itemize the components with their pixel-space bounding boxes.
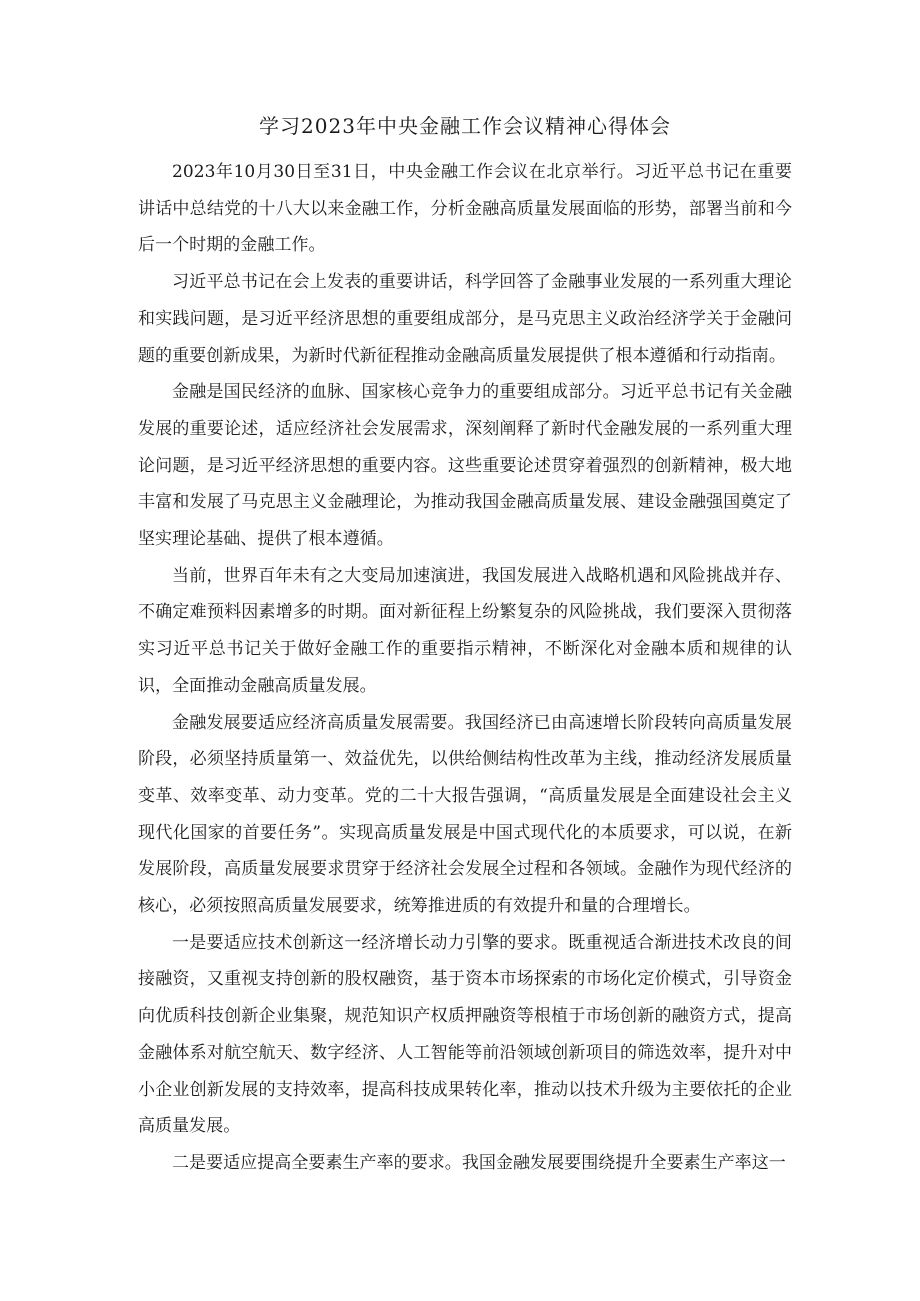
- paragraph-5: 金融发展要适应经济高质量发展需要。我国经济已由高速增长阶段转向高质量发展阶段，必须坚持质量第一、效益优先，以供给侧结构性改革为主线，推动经济发展质量变革、效率变革、动力变革。党的二十大报告强调，“高质量发展是全面建设社会主义现代化国家的首要任务”。实现高质量发展是中国式现代化的本质要求，可以说，在新发展阶段，高质量发展要求贯穿于经济社会发展全过程和各领域。金融作为现代经济的核心，必须按照高质量发展要求，统筹推进质的有效提升和量的合理增长。: [138, 712, 792, 917]
- paragraph-3: 金融是国民经济的血脉、国家核心竞争力的重要组成部分。习近平总书记有关金融发展的重要论述，适应经济社会发展需求，深刻阐释了新时代金融发展的一系列重大理论问题，是习近平经济思想的重要内容。这些重要论述贯穿着强烈的创新精神，极大地丰富和发展了马克思主义金融理论，为推动我国金融高质量发展、建设金融强国奠定了坚实理论基础、提供了根本遵循。: [138, 382, 792, 550]
- document-title: 学习2023年中央金融工作会议精神心得体会: [259, 114, 671, 138]
- paragraph-4: 当前，世界百年未有之大变局加速演进，我国发展进入战略机遇和风险挑战并存、不确定难预料因素增多的时期。面对新征程上纷繁复杂的风险挑战，我们要深入贯彻落实习近平总书记关于做好金融工作的重要指示精神，不断深化对金融本质和规律的认识，全面推动金融高质量发展。: [138, 565, 792, 696]
- paragraph-1: 2023年10月30日至31日，中央金融工作会议在北京举行。习近平总书记在重要讲话中总结党的十八大以来金融工作，分析金融高质量发展面临的形势，部署当前和今后一个时期的金融工作。: [138, 162, 792, 256]
- paragraph-6: 一是要适应技术创新这一经济增长动力引擎的要求。既重视适合渐进技术改良的间接融资，又重视支持创新的股权融资，基于资本市场探索的市场化定价模式，引导资金向优质科技创新企业集聚，规范知识产权质押融资等根植于市场创新的融资方式，提高金融体系对航空航天、数字经济、人工智能等前沿领域创新项目的筛选效率，提升对中小企业创新发展的支持效率，提高科技成果转化率，推动以技术升级为主要依托的企业高质量发展。: [138, 932, 792, 1137]
- paragraph-7: 二是要适应提高全要素生产率的要求。我国金融发展要围绕提升全要素生产率这一: [172, 1152, 786, 1173]
- paragraph-2: 习近平总书记在会上发表的重要讲话，科学回答了金融事业发展的一系列重大理论和实践问题，是习近平经济思想的重要组成部分，是马克思主义政治经济学关于金融问题的重要创新成果，为新时代新征程推动金融高质量发展提供了根本遵循和行动指南。: [138, 272, 792, 366]
